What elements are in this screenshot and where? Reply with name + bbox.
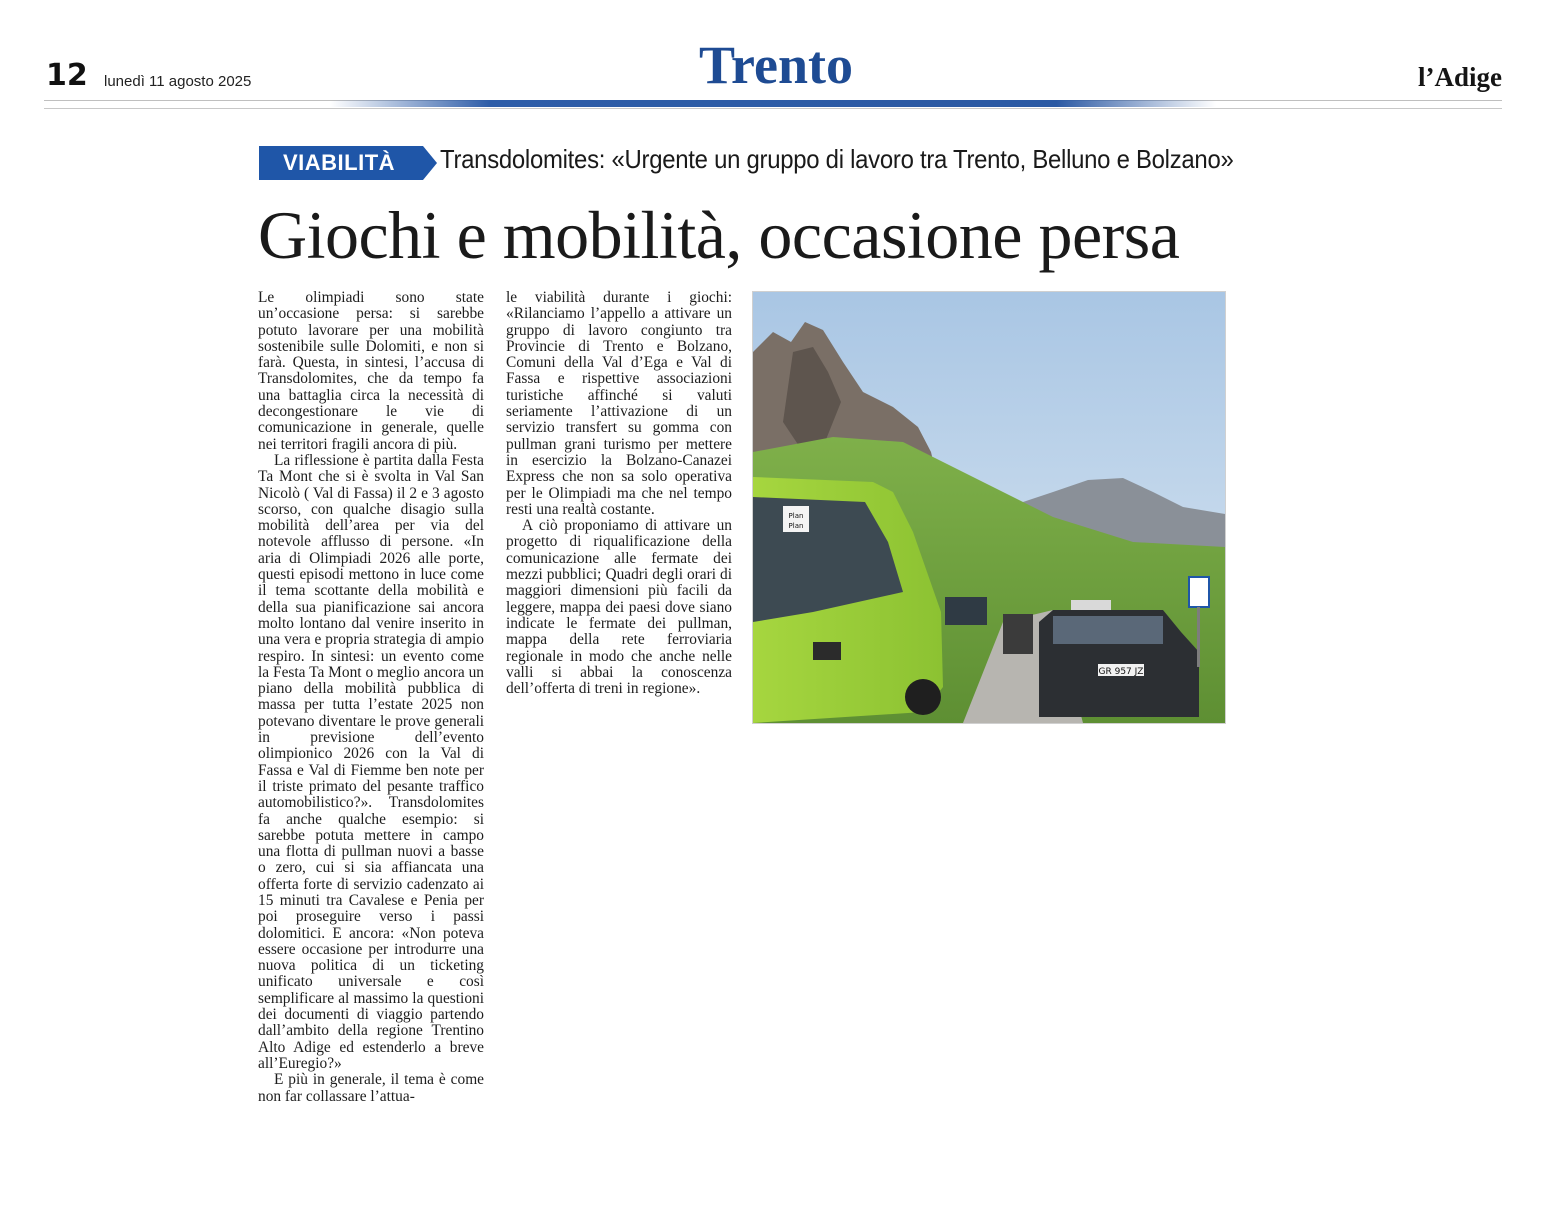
bus-logo	[813, 642, 841, 660]
bus-stop-sign	[1189, 577, 1209, 607]
header-blue-bar	[330, 100, 1216, 107]
article-column-2	[506, 290, 732, 697]
kicker-text: VIABILITÀ	[259, 146, 423, 180]
article-headline: Giochi e mobilità, occasione persa	[258, 197, 1180, 273]
traffic-photo-illustration	[753, 292, 1225, 723]
issue-date: lunedì 11 agosto 2025	[104, 73, 252, 90]
kicker-arrow-icon	[423, 146, 437, 180]
license-plate-text: GR 957 JZ	[1098, 667, 1144, 677]
kicker-label	[259, 146, 437, 180]
truck	[945, 597, 987, 625]
article-subheadline: Transdolomites: «Urgente un gruppo di lavoro tra Trento, Belluno e Bolzano»	[440, 144, 1234, 174]
paragraph: le viabilità durante i giochi: «Rilanciamo l’appello a attivare un gruppo di lavoro congiunto tra Provincie di Trento e Bolzano, Comuni della Val d’Ega e Val di Fassa e rispettive associazioni turistiche affinché si valuti seriamente l’attivazione di un servizio transfert su gomma con pullman grani turismo per mettere in esercizio la Bolzano-Canazei Express che non sa solo operativa per le Olimpiadi ma che nel tempo resti una realtà costante.	[506, 289, 732, 518]
section-title: Trento	[699, 35, 853, 95]
paragraph: La riflessione è partita dalla Festa Ta Mont che si è svolta in Val San Nicolò ( Val di Fassa) il 2 e 3 agosto scorso, con qualche disagio sulla mobilità dell’area per via del notevole afflusso di persone. «In aria di Olimpiadi 2026 alle porte, questi episodi mettono in luce come il tema scottante della mobilità e della sua pianificazione sai ancora molto lontano dal venire inserito in una vera e propria strategia di ampio respiro. In sintesi: un evento come la Festa Ta Mont o meglio ancora un piano della mobilità pubblica di massa per tutta l’estate 2025 non potevano diventare le prove generali in previsione dell’evento olimpionico 2026 con la Val di Fassa e Val di Fiemme ben note per il triste primato del pesante traffico automobilistico?». Transdolomites fa anche qualche esempio: si sarebbe potuta mettere in campo una flotta di pullman nuovi a basse o zero, cui si sia affiancata una offerta forte di servizio cadenzato ai 15 minuti tra Cavalese e Penia per poi proseguire verso i passi dolomitici. E ancora: «Non poteva essere occasione per introdurre una nuova politica di un ticketing unificato universale e così semplificare al massimo la questioni dei documenti di viaggio partendo dall’ambito della regione Trentino Alto Adige ed estenderlo a breve all’Euregio?»	[258, 451, 484, 1072]
motorcycles	[1003, 614, 1033, 654]
bus-sign-text-2: Plan	[788, 522, 804, 530]
header-rule-bottom	[44, 108, 1502, 109]
article-photo	[752, 291, 1226, 724]
paragraph: A ciò proponiamo di attivare un progetto di riqualificazione della comunicazione alle fermate dei mezzi pubblici; Quadri degli orari di maggiori dimensioni più facili da leggere, mappa dei paesi dove siano indicate le fermate dei pullman, mappa della rete ferroviaria regionale in modo che anche nelle valli si abbai la conoscenza dell’offerta di treni in regione».	[506, 517, 732, 698]
page-number: 12	[46, 58, 88, 93]
article-column-1	[258, 290, 484, 1105]
newspaper-logo: l’Adige	[1418, 62, 1502, 92]
paragraph: E più in generale, il tema è come non far collassare l’attua-	[258, 1071, 484, 1105]
bus-sign-text: Plan	[788, 512, 804, 520]
paragraph: Le olimpiadi sono state un’occasione persa: si sarebbe potuto lavorare per una mobilità sostenibile sulle Dolomiti, e non si farà. Questa, in sintesi, l’accusa di Transdolomites, che da tempo fa una battaglia circa la necessità di decongestionare le vie di comunicazione in generale, quelle nei territori fragili ancora di più.	[258, 289, 484, 453]
sign-pole	[1197, 607, 1200, 667]
car-window	[1053, 616, 1163, 644]
bus-wheel	[905, 679, 941, 715]
